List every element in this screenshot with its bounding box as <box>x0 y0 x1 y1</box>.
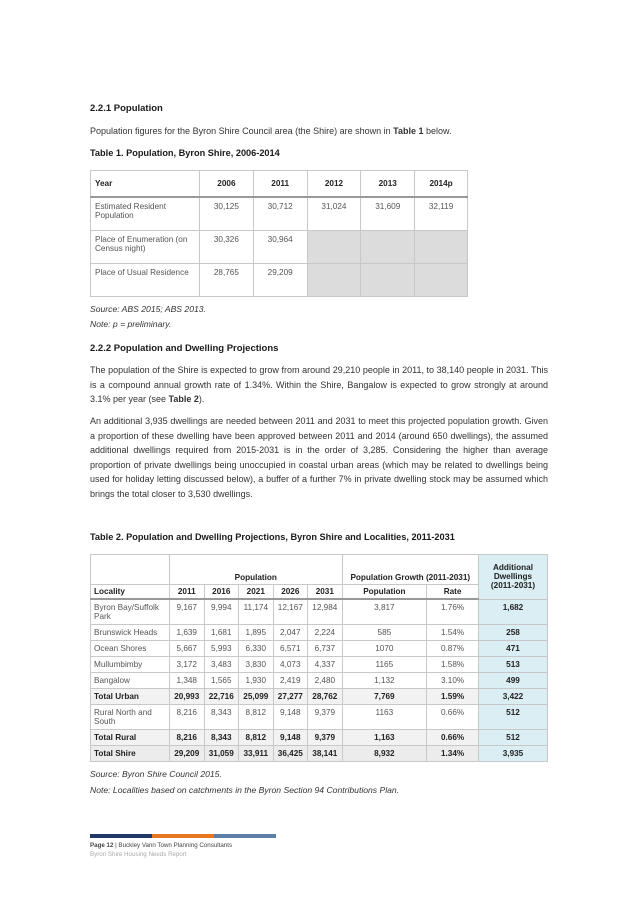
table-cell: 9,379 <box>308 705 343 730</box>
table-cell: 1,681 <box>204 625 239 641</box>
table-cell: 6,571 <box>273 641 308 657</box>
table-row <box>91 641 548 657</box>
table-cell-empty <box>307 231 361 264</box>
table-cell-empty <box>361 231 415 264</box>
table2-header-cell: 2011 <box>170 585 205 600</box>
dwellings-cell: 3,422 <box>479 689 548 705</box>
table2-group-row <box>91 555 548 585</box>
table-cell: 2,480 <box>308 673 343 689</box>
table-cell: 4,073 <box>273 657 308 673</box>
table-cell: 0.87% <box>427 641 479 657</box>
row-label: Place of Enumeration (on Census night) <box>91 231 200 264</box>
table-cell: 2,419 <box>273 673 308 689</box>
table-cell: 585 <box>342 625 427 641</box>
table1-header-cell: 2014p <box>415 171 468 198</box>
table-row <box>91 197 468 231</box>
table-cell: 2,224 <box>308 625 343 641</box>
table-cell: 0.66% <box>427 705 479 730</box>
table2-source: Source: Byron Shire Council 2015. <box>90 769 222 779</box>
table-cell: 12,984 <box>308 599 343 625</box>
footer-bar-segment <box>214 834 276 838</box>
table-cell: 30,712 <box>253 197 307 231</box>
table-row <box>91 231 468 264</box>
table-cell: 33,911 <box>239 746 274 762</box>
table-cell: 2,047 <box>273 625 308 641</box>
table2-body <box>91 599 548 762</box>
table-cell: 22,716 <box>204 689 239 705</box>
table-cell: 31,609 <box>361 197 415 231</box>
table-cell: 25,099 <box>239 689 274 705</box>
table1-header-cell: Year <box>91 171 200 198</box>
table-cell: 6,330 <box>239 641 274 657</box>
dwellings-cell: 471 <box>479 641 548 657</box>
table-cell: 1.34% <box>427 746 479 762</box>
table-cell: 30,326 <box>200 231 254 264</box>
table-row <box>91 264 468 297</box>
table-cell: 7,769 <box>342 689 427 705</box>
table-cell: 20,993 <box>170 689 205 705</box>
table-cell: 29,209 <box>253 264 307 297</box>
locality-cell: Brunswick Heads <box>91 625 170 641</box>
table2-header-cell: 2016 <box>204 585 239 600</box>
table-row <box>91 673 548 689</box>
table2-header-cell: 2021 <box>239 585 274 600</box>
table-cell: 3,483 <box>204 657 239 673</box>
table-cell: 5,667 <box>170 641 205 657</box>
table-cell: 32,119 <box>415 197 468 231</box>
table-row <box>91 657 548 673</box>
table2-header-cell: 2031 <box>308 585 343 600</box>
projections-paragraph-1: The population of the Shire is expected to grow from around 29,210 people in 2011, to 38,140 people in 2031. This is a compound annual growth rate of 1.34%. Within the Shire, Bangalow is expected to grow strongly at around 3.1% per year (see Table 2). <box>90 365 548 404</box>
table-cell: 30,964 <box>253 231 307 264</box>
table-cell: 29,209 <box>170 746 205 762</box>
table-cell: 31,024 <box>307 197 361 231</box>
table-cell: 1.54% <box>427 625 479 641</box>
locality-cell: Rural North and South <box>91 705 170 730</box>
table1-source: Source: ABS 2015; ABS 2013. <box>90 304 206 314</box>
table-cell: 38,141 <box>308 746 343 762</box>
table2-group-cell <box>91 555 170 585</box>
table1-header-cell: 2006 <box>200 171 254 198</box>
projections-table <box>90 554 548 762</box>
dwellings-cell: 512 <box>479 705 548 730</box>
table-row <box>91 746 548 762</box>
footer-bar-segment <box>90 834 152 838</box>
table-cell: 4,337 <box>308 657 343 673</box>
table-cell: 1,348 <box>170 673 205 689</box>
table-cell: 11,174 <box>239 599 274 625</box>
table2-header-cell: Population <box>342 585 427 600</box>
table-cell: 8,932 <box>342 746 427 762</box>
locality-cell: Bangalow <box>91 673 170 689</box>
table-cell-empty <box>361 264 415 297</box>
table-cell: 1.58% <box>427 657 479 673</box>
table-cell-empty <box>415 231 468 264</box>
locality-cell: Total Rural <box>91 730 170 746</box>
table1-header-cell: 2012 <box>307 171 361 198</box>
table-cell: 9,167 <box>170 599 205 625</box>
table-cell: 8,216 <box>170 705 205 730</box>
table2-header-cell: Rate <box>427 585 479 600</box>
table2-group-population: Population <box>170 555 343 585</box>
locality-cell: Total Urban <box>91 689 170 705</box>
table-cell: 1,163 <box>342 730 427 746</box>
table-cell: 1,132 <box>342 673 427 689</box>
table1-note: Note: p = preliminary. <box>90 319 172 329</box>
locality-cell: Ocean Shores <box>91 641 170 657</box>
table-cell: 31,059 <box>204 746 239 762</box>
table-cell: 1,565 <box>204 673 239 689</box>
table-cell-empty <box>415 264 468 297</box>
dwellings-cell: 499 <box>479 673 548 689</box>
table-cell: 28,765 <box>200 264 254 297</box>
table2-header-cell: 2026 <box>273 585 308 600</box>
dwellings-cell: 513 <box>479 657 548 673</box>
table-cell: 8,812 <box>239 705 274 730</box>
table-cell: 3.10% <box>427 673 479 689</box>
table-cell: 36,425 <box>273 746 308 762</box>
table2-group-growth: Population Growth (2011-2031) <box>342 555 478 585</box>
table-cell: 1163 <box>342 705 427 730</box>
table-cell: 1,639 <box>170 625 205 641</box>
dwellings-cell: 258 <box>479 625 548 641</box>
table-row <box>91 625 548 641</box>
projections-paragraph-2: An additional 3,935 dwellings are needed between 2011 and 2031 to meet this projected population growth. Given a proportion of these dwelling have been approved between 2011 and 2014 (around 650 dwellings), the assumed additional dwellings required from 2015-2031 is in the order of 3,285. Considering the higher than average proportion of private dwellings being unoccupied in coastal urban areas (which may be related to dwellings being used for holiday letting discussed below), a buffer of a further 7% in private dwelling stock may be assumed which brings the total closer to 3,530 dwellings. <box>90 416 548 499</box>
table-cell: 1,895 <box>239 625 274 641</box>
table-cell: 1.76% <box>427 599 479 625</box>
population-intro: Population figures for the Byron Shire Council area (the Shire) are shown in Table 1 below. <box>90 126 452 136</box>
dwellings-cell: 1,682 <box>479 599 548 625</box>
table-cell: 9,379 <box>308 730 343 746</box>
table2-note: Note: Localities based on catchments in the Byron Section 94 Contributions Plan. <box>90 785 400 795</box>
table-cell: 12,167 <box>273 599 308 625</box>
row-label: Estimated Resident Population <box>91 197 200 231</box>
table-cell: 3,817 <box>342 599 427 625</box>
table1-header-cell: 2011 <box>253 171 307 198</box>
table-cell: 9,148 <box>273 730 308 746</box>
table-cell: 1070 <box>342 641 427 657</box>
table-cell: 9,994 <box>204 599 239 625</box>
dwellings-cell: 3,935 <box>479 746 548 762</box>
table-cell: 28,762 <box>308 689 343 705</box>
locality-cell: Mullumbimby <box>91 657 170 673</box>
locality-cell: Total Shire <box>91 746 170 762</box>
table-cell: 1165 <box>342 657 427 673</box>
table1-caption: Table 1. Population, Byron Shire, 2006-2014 <box>90 148 280 158</box>
table-cell-empty <box>307 264 361 297</box>
footer-page-line: Page 12 | Buckley Vann Town Planning Consultants <box>90 842 233 849</box>
locality-cell: Byron Bay/Suffolk Park <box>91 599 170 625</box>
footer-report-title: Byron Shire Housing Needs Report <box>90 851 187 858</box>
table-cell: 5,993 <box>204 641 239 657</box>
table-cell: 1,930 <box>239 673 274 689</box>
table-cell: 8,812 <box>239 730 274 746</box>
population-table <box>90 170 468 297</box>
table1-header-row <box>91 171 468 198</box>
footer-color-bar <box>90 834 276 838</box>
table-cell: 8,343 <box>204 730 239 746</box>
table2-header-cell: Locality <box>91 585 170 600</box>
row-label: Place of Usual Residence <box>91 264 200 297</box>
table-cell: 27,277 <box>273 689 308 705</box>
dwellings-cell: 512 <box>479 730 548 746</box>
table-row <box>91 599 548 625</box>
table-row <box>91 705 548 730</box>
table-cell: 9,148 <box>273 705 308 730</box>
table-cell: 8,216 <box>170 730 205 746</box>
table-row <box>91 730 548 746</box>
section-heading-population: 2.2.1 Population <box>90 103 163 114</box>
table-row <box>91 689 548 705</box>
table-cell: 30,125 <box>200 197 254 231</box>
footer-bar-segment <box>152 834 214 838</box>
table2-group-dwellings: Additional Dwellings (2011-2031) <box>479 555 548 600</box>
table1-header-cell: 2013 <box>361 171 415 198</box>
table-cell: 3,830 <box>239 657 274 673</box>
table-cell: 1.59% <box>427 689 479 705</box>
section-heading-projections: 2.2.2 Population and Dwelling Projections <box>90 343 279 354</box>
table2-caption: Table 2. Population and Dwelling Projections, Byron Shire and Localities, 2011-2031 <box>90 532 455 542</box>
table-cell: 3,172 <box>170 657 205 673</box>
table-cell: 8,343 <box>204 705 239 730</box>
table-cell: 0.66% <box>427 730 479 746</box>
table-cell: 6,737 <box>308 641 343 657</box>
